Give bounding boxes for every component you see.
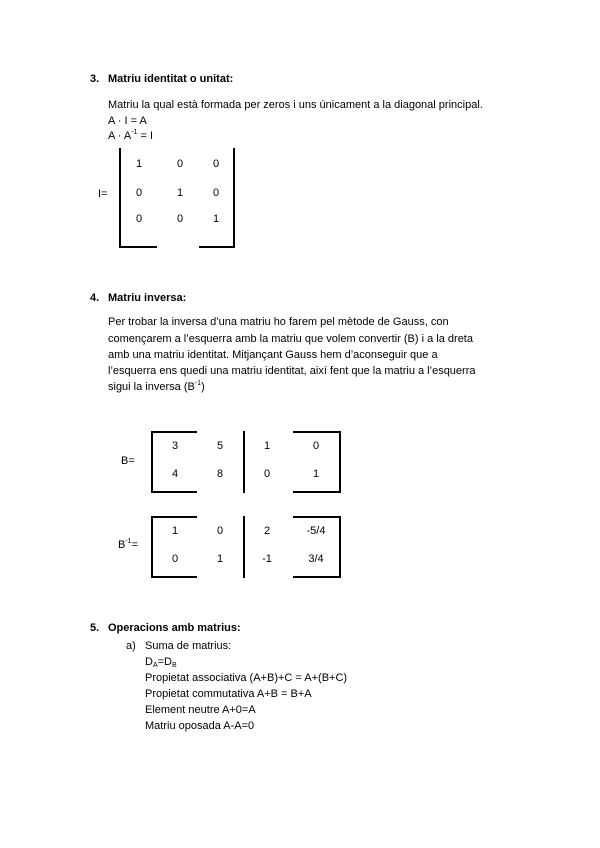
matrix-b-cell: 0: [312, 440, 320, 452]
section-3-description: Matriu la qual està formada per zeros i uns únicament a la diagonal principal.: [108, 99, 483, 111]
matrix-b-cell: 4: [171, 468, 179, 480]
matrix-b-cell: 0: [263, 468, 271, 480]
matrix-b-bracket-left-top: [151, 431, 197, 433]
section-3-title: Matriu identitat o unitat:: [108, 73, 234, 85]
section-3-equation-2: [108, 129, 153, 144]
matrix-bracket-right-foot: [199, 246, 235, 248]
section-4-para-line-2: començarem a l’esquerra amb la matriu que volem convertir (B) i a la dreta: [108, 333, 473, 345]
matrix-bracket-right: [233, 148, 235, 248]
matrix-binv-cell: -5/4: [306, 525, 326, 537]
matrix-b-label: B=: [121, 455, 135, 467]
matrix-binv-cell: 3/4: [308, 553, 324, 565]
item-marker: a): [126, 640, 136, 652]
para-line-5-close: ): [201, 381, 205, 393]
matrix-b-separator: [243, 431, 245, 493]
eq2-superscript: -1: [131, 129, 138, 136]
identity-matrix-label: I=: [98, 188, 108, 200]
matrix-binv-cell: -1: [262, 553, 272, 565]
matrix-binv-bracket-left: [151, 516, 153, 578]
matrix-b-bracket-left: [151, 431, 153, 493]
section-4-number: 4.: [90, 292, 100, 304]
matrix-cell: 0: [212, 158, 220, 170]
matrix-b-cell: 8: [216, 468, 224, 480]
binv-label-equals: =: [131, 539, 139, 551]
para-line-5-superscript: -1: [194, 380, 202, 387]
matrix-b-cell: 5: [216, 440, 224, 452]
matrix-binv-cell: 1: [216, 553, 224, 565]
matrix-bracket-left-foot: [119, 246, 157, 248]
binv-label-base: B: [118, 539, 126, 551]
matrix-cell: 0: [135, 213, 143, 225]
dim-d1: D: [145, 656, 153, 668]
property-line: Propietat commutativa A+B = B+A: [145, 688, 312, 700]
property-line: Element neutre A+0=A: [145, 704, 256, 716]
section-4-para-line-5: [108, 380, 205, 395]
property-line: Propietat associativa (A+B)+C = A+(B+C): [145, 672, 348, 684]
eq2-base: A · A: [108, 130, 132, 142]
item-title: Suma de matrius:: [145, 640, 232, 652]
matrix-b-cell: 1: [312, 468, 320, 480]
matrix-cell: 0: [176, 158, 184, 170]
matrix-cell: 1: [176, 187, 184, 199]
matrix-binv-bracket-left-top: [151, 516, 197, 518]
section-5-number: 5.: [90, 622, 100, 634]
section-4-para-line-4: l’esquerra ens quedi una matriu identitat, així fent que la matriu a l’esquerra: [108, 365, 476, 377]
matrix-binv-label: [118, 539, 138, 551]
para-line-5-text: sigui la inversa (B: [108, 381, 195, 393]
section-4-title: Matriu inversa:: [108, 292, 187, 304]
section-4-para-line-3: amb una matriu identitat. Mitjançant Gauss hem d’aconseguir que a: [108, 349, 438, 361]
matrix-binv-cell: 0: [171, 553, 179, 565]
section-3-number: 3.: [90, 73, 100, 85]
matrix-binv-bracket-right: [339, 516, 341, 578]
matrix-binv-cell: 1: [171, 525, 179, 537]
dim-sub-b: B: [172, 662, 177, 669]
matrix-binv-cell: 0: [216, 525, 224, 537]
binv-label-superscript: -1: [125, 538, 132, 545]
matrix-binv-separator: [243, 516, 245, 578]
section-4-para-line-1: Per trobar la inversa d’una matriu ho farem pel mètode de Gauss, con: [108, 316, 449, 328]
matrix-cell: 0: [176, 213, 184, 225]
dim-equals: =D: [157, 656, 172, 668]
matrix-cell: 0: [212, 187, 220, 199]
matrix-bracket-left: [119, 148, 121, 248]
dim-sub-a: A: [152, 662, 158, 669]
matrix-cell: 1: [212, 213, 220, 225]
matrix-b-bracket-right-bottom: [293, 491, 341, 493]
property-line: Matriu oposada A-A=0: [145, 720, 255, 732]
matrix-binv-bracket-right-bottom: [293, 576, 341, 578]
matrix-b-cell: 3: [171, 440, 179, 452]
matrix-cell: 1: [135, 158, 143, 170]
matrix-binv-cell: 2: [263, 525, 271, 537]
eq2-result: = I: [140, 130, 154, 142]
section-3-equation-1: A · I = A: [108, 115, 147, 127]
matrix-b-bracket-right: [339, 431, 341, 493]
dimension-equality: [145, 655, 177, 670]
matrix-b-bracket-right-top: [293, 431, 341, 433]
matrix-b-bracket-left-bottom: [151, 491, 197, 493]
matrix-cell: 0: [135, 187, 143, 199]
matrix-binv-bracket-left-bottom: [151, 576, 197, 578]
section-5-title: Operacions amb matrius:: [108, 622, 241, 634]
matrix-b-cell: 1: [263, 440, 271, 452]
matrix-binv-bracket-right-top: [293, 516, 341, 518]
